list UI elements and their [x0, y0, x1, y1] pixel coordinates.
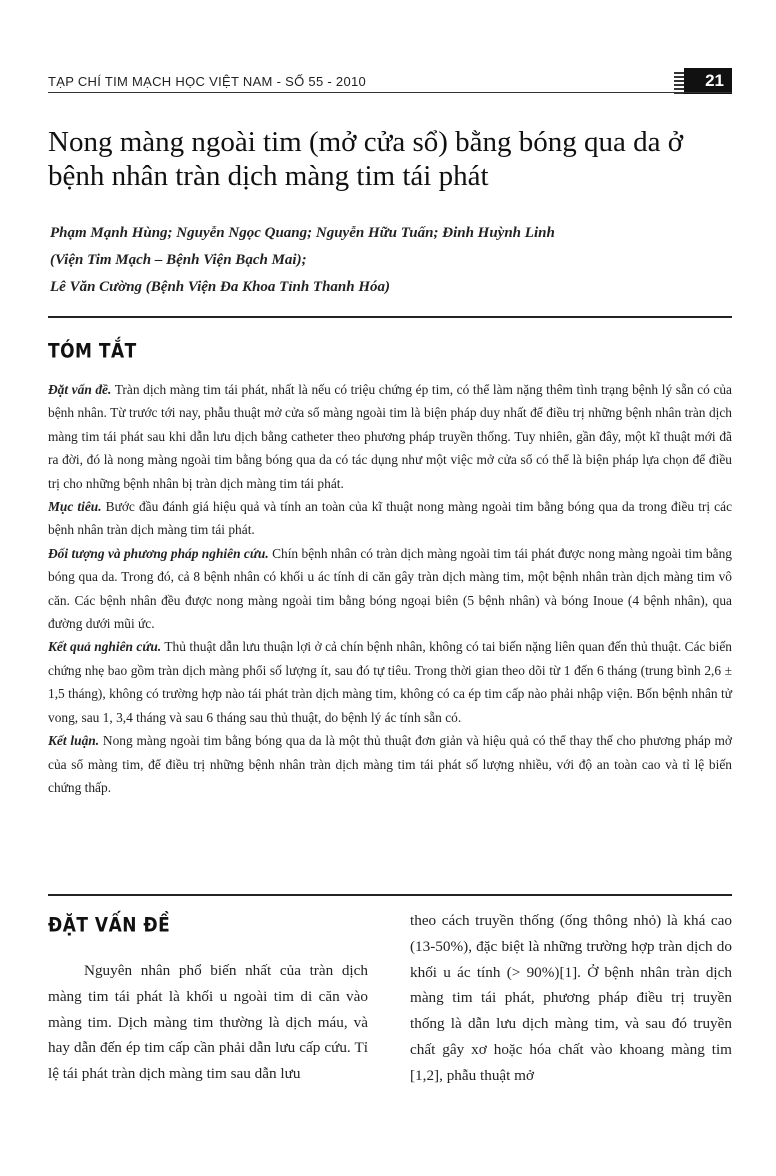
journal-name: TẠP CHÍ TIM MẠCH HỌC VIỆT NAM - SỐ 55 - 2010 [48, 74, 367, 89]
header-rule [48, 92, 732, 93]
affiliation-2: Lê Văn Cường (Bệnh Viện Đa Khoa Tỉnh Thanh Hóa) [50, 279, 391, 295]
intro-right-column [410, 908, 732, 1089]
page-number: 21 [684, 68, 732, 94]
divider-top [48, 316, 732, 318]
affiliation-1: (Viện Tim Mạch – Bệnh Viện Bạch Mai); [50, 252, 307, 268]
abstract-paragraph: Mục tiêu. Bước đầu đánh giá hiệu quả và tính an toàn của kĩ thuật nong màng ngoài tim bằng bóng qua da trong điều trị các bệnh nhân tràn dịch màng tim tái phát. [48, 499, 733, 538]
author-names: Phạm Mạnh Hùng; Nguyễn Ngọc Quang; Nguyễn Hữu Tuấn; Đinh Huỳnh Linh [50, 225, 555, 241]
intro-left-column [48, 958, 368, 1087]
intro-paragraph: Nguyên nhân phổ biến nhất của tràn dịch màng tim tái phát là khối u ngoài tim di căn vào màng tim. Dịch màng tim thường là dịch máu, và hay dẫn đến ép tim cấp cần phải dẫn lưu cấp cứu. Tỉ lệ tái phát tràn dịch màng tim sau dẫn lưu [48, 962, 368, 1083]
article-title: Nong màng ngoài tim (mở cửa sổ) bằng bóng qua da ở bệnh nhân tràn dịch màng tim tái phát [48, 126, 684, 192]
author-block [50, 220, 730, 301]
abstract-paragraph: Kết quả nghiên cứu. Thủ thuật dẫn lưu thuận lợi ở cả chín bệnh nhân, không có tai biến nặng liên quan đến thủ thuật. Các biến chứng nhẹ bao gồm tràn dịch màng phổi số lượng ít, sau đó tự tiêu. Trong thời gian theo dõi từ 1 đến 6 tháng (trung bình 2,6 ± 1,5 tháng), không có trường hợp nào tái phát tràn dịch màng tim, không có ca ép tim cấp nào phải nhập viện. Bốn bệnh nhân tử vong, sau 1, 3,4 tháng và sau 6 tháng sau thủ thuật, do bệnh lý ác tính sẵn có. [48, 639, 732, 725]
abstract-heading: TÓM TẮT [48, 340, 137, 363]
abstract-body [48, 378, 732, 799]
divider-bottom [48, 894, 732, 896]
intro-paragraph-continued: theo cách truyền thống (ống thông nhỏ) là khá cao (13-50%), đặc biệt là những trường hợp tràn dịch do khối u ác tính (> 90%)[1]. Ở bệnh nhân tràn dịch màng tim tái phát, phương pháp điều trị truyền thống là dẫn lưu dịch màng tim, và sau đó truyền chất gây xơ hoặc hóa chất vào khoang màng tim [1,2], phẫu thuật mở [410, 912, 732, 1084]
intro-heading: ĐẶT VẤN ĐỀ [48, 914, 171, 937]
abstract-paragraph: Đặt vấn đề. Tràn dịch màng tim tái phát, nhất là nếu có triệu chứng ép tim, có thể làm nặng thêm tình trạng bệnh lý sẵn có của bệnh nhân. Từ trước tới nay, phẫu thuật mở cửa sổ màng ngoài tim là biện pháp duy nhất để điều trị những bệnh nhân tràn dịch màng tim tái phát sau khi dẫn lưu dịch bằng catheter theo phương pháp truyền thống. Tuy nhiên, gần đây, một kĩ thuật mới đã ra đời, đó là nong màng ngoài tim bằng bóng qua da có tác dụng như một việc mở cửa sổ có thể là biện pháp lựa chọn để điều trị cho những bệnh nhân bị tràn dịch màng tim tái phát. [48, 382, 732, 491]
abstract-paragraph: Đối tượng và phương pháp nghiên cứu. Chín bệnh nhân có tràn dịch màng ngoài tim tái phát được nong màng ngoài tim bằng bóng qua da. Trong đó, cả 8 bệnh nhân có khối u ác tính di căn gây tràn dịch màng tim, một bệnh nhân tràn dịch màng tim vô căn. Các bệnh nhân đều được nong màng ngoài tim bằng bóng ngoại biên (5 bệnh nhân) và bóng Inoue (4 bệnh nhân), qua đường dưới mũi ức. [48, 545, 732, 632]
running-header [48, 68, 732, 94]
abstract-paragraph: Kết luận. Nong màng ngoài tim bằng bóng qua da là một thủ thuật đơn giản và hiệu quả có thể thay thế cho phương pháp mở của sổ màng tim, để điều trị những bệnh nhân tràn dịch màng tim tái phát số lượng nhiều, với độ an toàn cao và tỉ lệ biến chứng thấp. [48, 733, 732, 795]
